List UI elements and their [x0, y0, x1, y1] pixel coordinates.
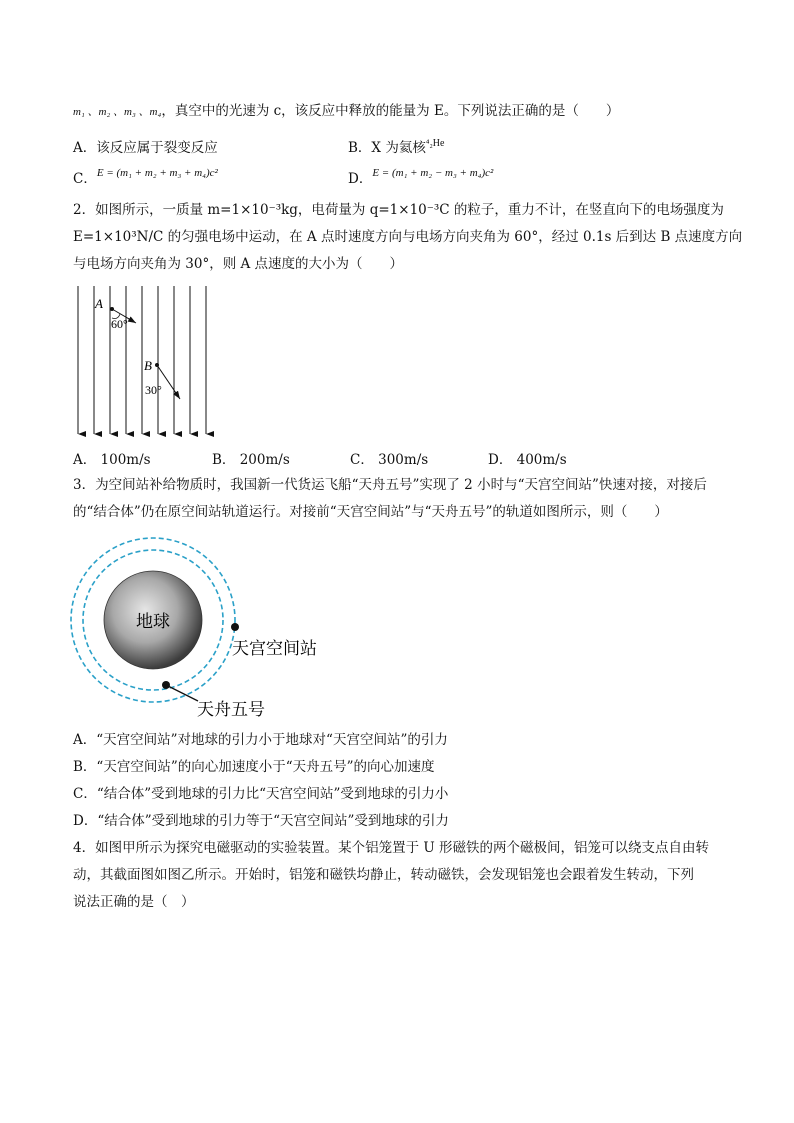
- q1-option-d-label: D．: [348, 171, 373, 187]
- q1-option-c: [73, 167, 218, 189]
- q1-masses: m₁ 、m₂ 、m₃ 、m₄: [73, 106, 162, 118]
- angle-a-label: 60°: [111, 317, 128, 331]
- q3-orbit-diagram: [60, 530, 320, 725]
- q1-option-b: [348, 139, 444, 159]
- ship-leader-line: [166, 685, 198, 701]
- q3-stem-line2: 的“结合体”仍在原空间站轨道运行。对接前“天宫空间站”与“天舟五号”的轨道如图所示，则（ ）: [73, 504, 668, 520]
- q2-stem-line3: 与电场方向夹角为 30°，则 A 点速度的大小为（ ）: [73, 256, 404, 272]
- q1-option-d-formula: E = (m₁ + m₂ − m₃ + m₄)c²: [372, 167, 494, 179]
- q1-option-c-label: C．: [73, 171, 97, 187]
- station-dot: [231, 623, 239, 631]
- q3-option-a: A．“天宫空间站”对地球的引力小于地球对“天宫空间站”的引力: [73, 732, 448, 748]
- q3-stem-line1: 3．为空间站补给物质时，我国新一代货运飞船“天舟五号”实现了 2 小时与“天宫空间站”快速对接，对接后: [73, 477, 707, 493]
- q2-field-diagram: [70, 282, 230, 442]
- q2-option-c: C． 300m/s: [350, 452, 429, 468]
- station-label: 天宫空间站: [232, 639, 317, 658]
- q4-stem-line3: 说法正确的是（ ）: [73, 894, 195, 910]
- label-b: B: [144, 358, 152, 373]
- q1-option-d: [348, 167, 494, 189]
- q1-helium-symbol: ⁴₂He: [425, 138, 445, 149]
- q1-option-c-formula: E = (m₁ + m₂ + m₃ + m₄)c²: [96, 167, 218, 179]
- label-a: A: [95, 296, 103, 311]
- q1-option-b-text: B．X 为氦核: [348, 140, 426, 156]
- q4-stem-line1: 4．如图甲所示为探究电磁驱动的实验装置。某个铝笼置于 U 形磁铁的两个磁极间，铝笼可以绕支点自由转: [73, 840, 710, 856]
- q4-stem-line2: 动，其截面图如图乙所示。开始时，铝笼和磁铁均静止，转动磁铁，会发现铝笼也会跟着发生转动，下列: [73, 867, 694, 883]
- q3-option-c: C．“结合体”受到地球的引力比“天宫空间站”受到地球的引力小: [73, 786, 449, 802]
- q1-stem: [73, 102, 619, 121]
- q1-option-a: A．该反应属于裂变反应: [73, 140, 218, 156]
- q2-option-d: D． 400m/s: [488, 452, 567, 468]
- angle-b-label: 30°: [145, 383, 162, 397]
- q3-option-b: B．“天宫空间站”的向心加速度小于“天舟五号”的向心加速度: [73, 759, 435, 775]
- q1-stem-text: ，真空中的光速为 c，该反应中释放的能量为 E。下列说法正确的是（ ）: [161, 103, 620, 119]
- q3-option-d: D．“结合体”受到地球的引力等于“天宫空间站”受到地球的引力: [73, 813, 449, 829]
- q2-stem-line1: 2．如图所示，一质量 m=1×10⁻³kg，电荷量为 q=1×10⁻³C 的粒子，重力不计，在竖直向下的电场强度为: [73, 202, 724, 218]
- ship-label: 天舟五号: [197, 700, 265, 719]
- q2-option-a: A． 100m/s: [73, 452, 151, 468]
- q2-option-b: B． 200m/s: [212, 452, 290, 468]
- earth-label: 地球: [136, 612, 170, 631]
- q2-stem-line2: E=1×10³N/C 的匀强电场中运动，在 A 点时速度方向与电场方向夹角为 60°，经过 0.1s 后到达 B 点速度方向: [73, 229, 743, 245]
